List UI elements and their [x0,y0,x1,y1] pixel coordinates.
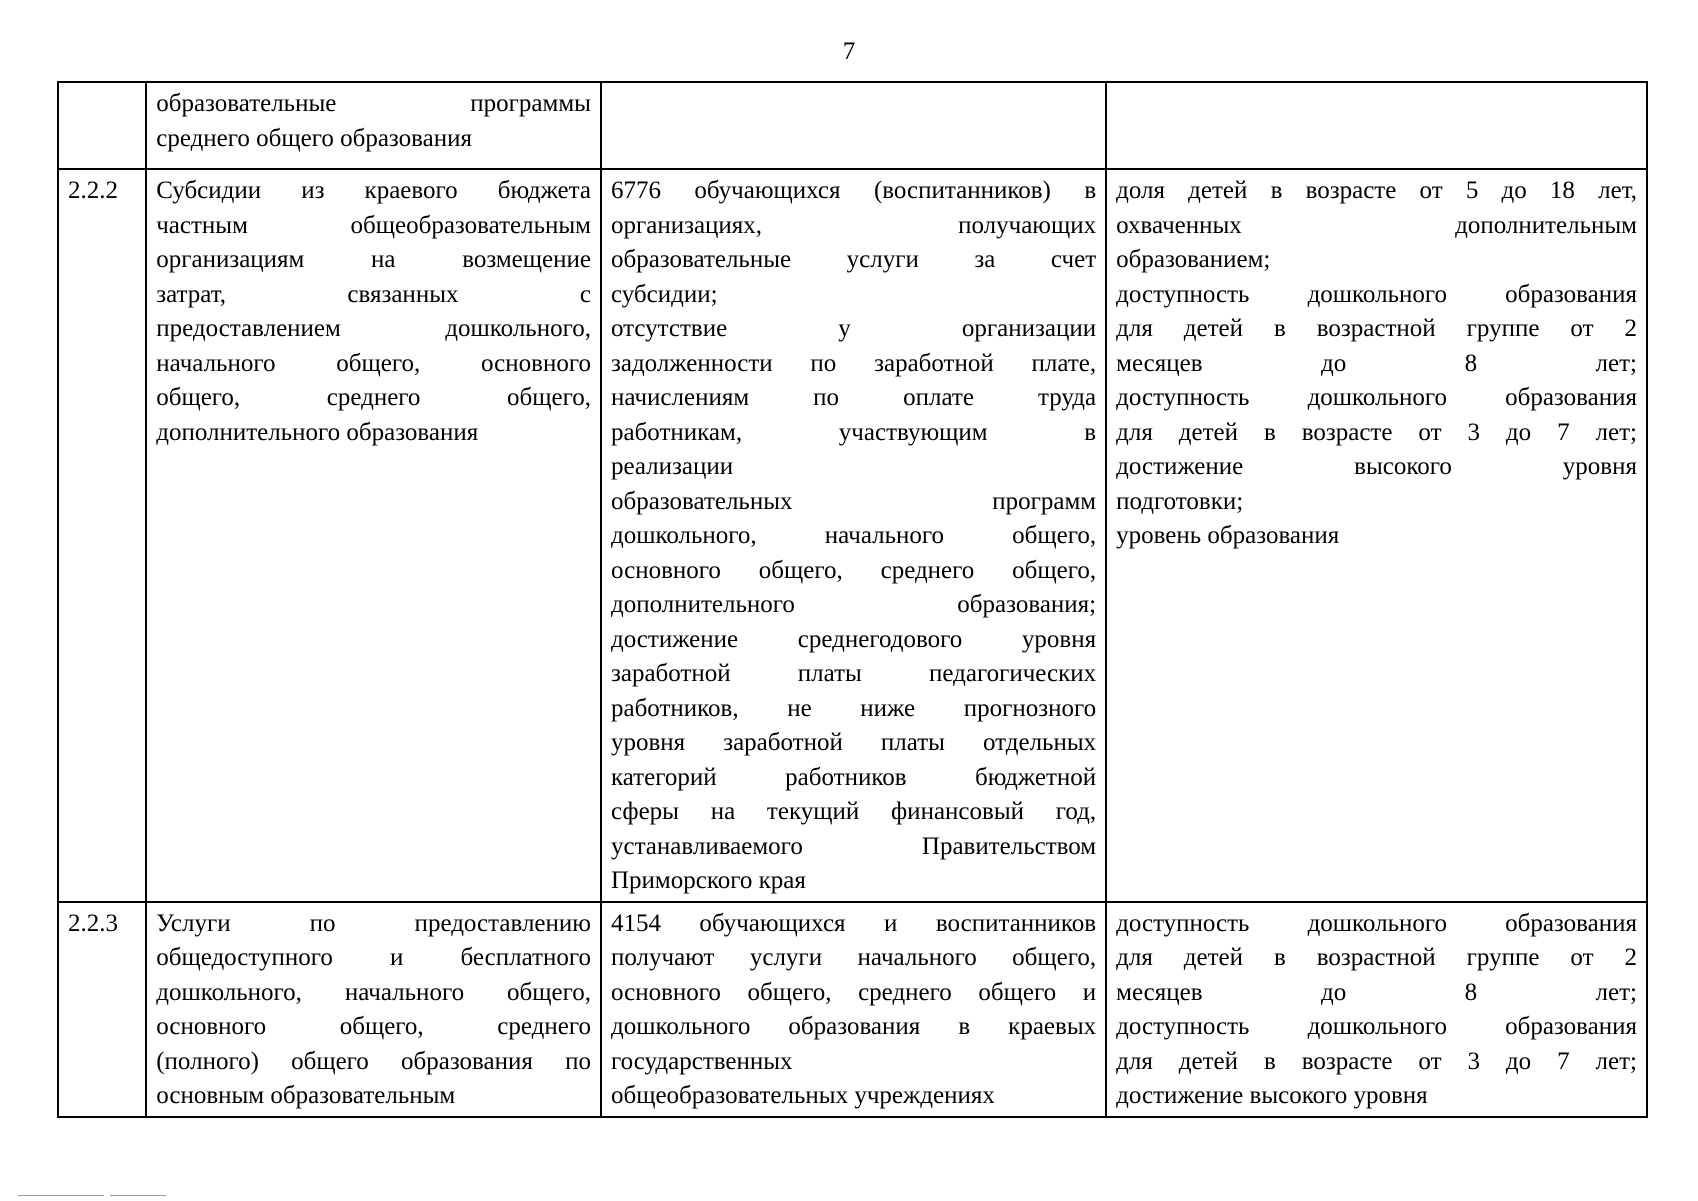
footer-scan-marks [18,1183,172,1201]
cell-text-line: образованием; [1116,246,1271,273]
cell-text-line: месяцев до 8 лет; [1116,349,1637,377]
cell-text-line: дополнительного образования [156,418,479,446]
cell-text-line: доступность дошкольного образования [1116,384,1637,411]
cell-text-line: работникам, участвующим в [610,418,1097,446]
cell-text-line: частным общеобразовательным [156,211,591,239]
cell-text-line: 6776 обучающихся (воспитанников) в [610,177,1097,204]
cell-text-line: дошкольного, начального общего, [610,522,1097,549]
cell-text-line: дошкольного, начального общего, [156,978,591,1006]
cell-text-line: образовательные программы [156,90,591,117]
cell-text-line: основного общего, среднего общего, [610,556,1097,584]
cell-text-line: (полного) общего образования по [156,1047,591,1075]
cell-text-line: образовательные услуги за счет [610,246,1097,273]
cell-text-line: образовательных программ [610,487,1097,515]
cell-text-line: доступность дошкольного образования [1116,1013,1637,1040]
cell-text-line: доля детей в возрасте от 5 до 18 лет, [1116,177,1637,204]
cell-text-line: организациям на возмещение [156,246,591,273]
cell-text-line: организациях, получающих [610,211,1097,239]
cell-text-line: уровня заработной платы отдельных [610,729,1097,756]
cell-text-line: дополнительного образования; [610,591,1097,618]
service-name-cell [146,169,601,902]
cell-text-line: сферы на текущий финансовый год, [610,798,1097,825]
cell-text-line: 4154 обучающихся и воспитанников [610,909,1097,937]
cell-text-line: месяцев до 8 лет; [1116,978,1637,1006]
program-table [57,81,1648,1118]
cell-text-line: для детей в возрастной группе от 2 [1116,315,1637,342]
cell-text-line: основного общего, среднего [156,1013,591,1040]
volume-indicator-cell [601,902,1106,1117]
cell-text-line: задолженности по заработной плате, [610,349,1097,377]
cell-text-line: Приморского края [610,867,806,894]
cell-text-line: общедоступного и бесплатного [156,944,591,971]
cell-text-line: для детей в возрастной группе от 2 [1116,944,1637,971]
cell-text-line: среднего общего образования [156,124,472,152]
row-number-cell [58,902,146,1117]
quality-indicator-cell [1106,902,1647,1117]
cell-text-line: государственных [610,1047,793,1075]
cell-text-line: дошкольного образования в краевых [610,1013,1097,1040]
cell-text-line: достижение среднегодового уровня [610,625,1097,653]
cell-text-line: общеобразовательных учреждениях [610,1082,995,1109]
row-number: 2.2.2 [68,177,118,204]
footer-mark [110,1195,166,1196]
cell-text-line: достижение высокого уровня [1116,453,1637,480]
cell-text-line: уровень образования [1116,522,1340,549]
cell-text-line: подготовки; [1116,487,1244,515]
volume-indicator-cell [601,169,1106,902]
row-number: 2.2.3 [68,909,118,937]
cell-text-line: начислениям по оплате труда [610,384,1097,411]
cell-text-line: категорий работников бюджетной [610,763,1097,791]
table-row [58,902,1647,1117]
service-name-cell [146,82,601,169]
cell-text-line: устанавливаемого Правительством [610,832,1097,860]
cell-text-line: для детей в возрасте от 3 до 7 лет; [1116,1047,1637,1075]
service-name-cell [146,902,601,1117]
cell-text-line: Услуги по предоставлению [156,909,591,937]
cell-text-line: достижение высокого уровня [1116,1082,1428,1109]
cell-text-line: работников, не ниже прогнозного [610,694,1097,722]
cell-text-line: затрат, связанных с [156,280,591,308]
cell-text-line: для детей в возрасте от 3 до 7 лет; [1116,418,1637,446]
row-number-cell [58,169,146,902]
row-number-cell [58,82,146,169]
cell-text-line: охваченных дополнительным [1116,211,1637,239]
footer-mark [18,1195,104,1196]
cell-text-line: начального общего, основного [156,349,591,377]
cell-text-line: реализации [610,453,734,480]
table-row [58,82,1647,169]
cell-text-line: основным образовательным [156,1082,456,1109]
cell-text-line: предоставлением дошкольного, [156,315,591,342]
cell-text-line: заработной платы педагогических [610,660,1097,687]
table-row [58,169,1647,902]
cell-text-line: общего, среднего общего, [156,384,591,411]
quality-indicator-cell [1106,169,1647,902]
cell-text-line: получают услуги начального общего, [610,944,1097,971]
cell-text-line: Субсидии из краевого бюджета [156,177,591,204]
cell-text-line: основного общего, среднего общего и [610,978,1097,1006]
quality-indicator-cell [1106,82,1647,169]
cell-text-line: доступность дошкольного образования [1116,909,1637,937]
cell-text-line: доступность дошкольного образования [1116,280,1637,308]
volume-indicator-cell [601,82,1106,169]
cell-text-line: отсутствие у организации [610,315,1097,342]
page-number: 7 [842,38,856,65]
cell-text-line: субсидии; [610,280,718,308]
